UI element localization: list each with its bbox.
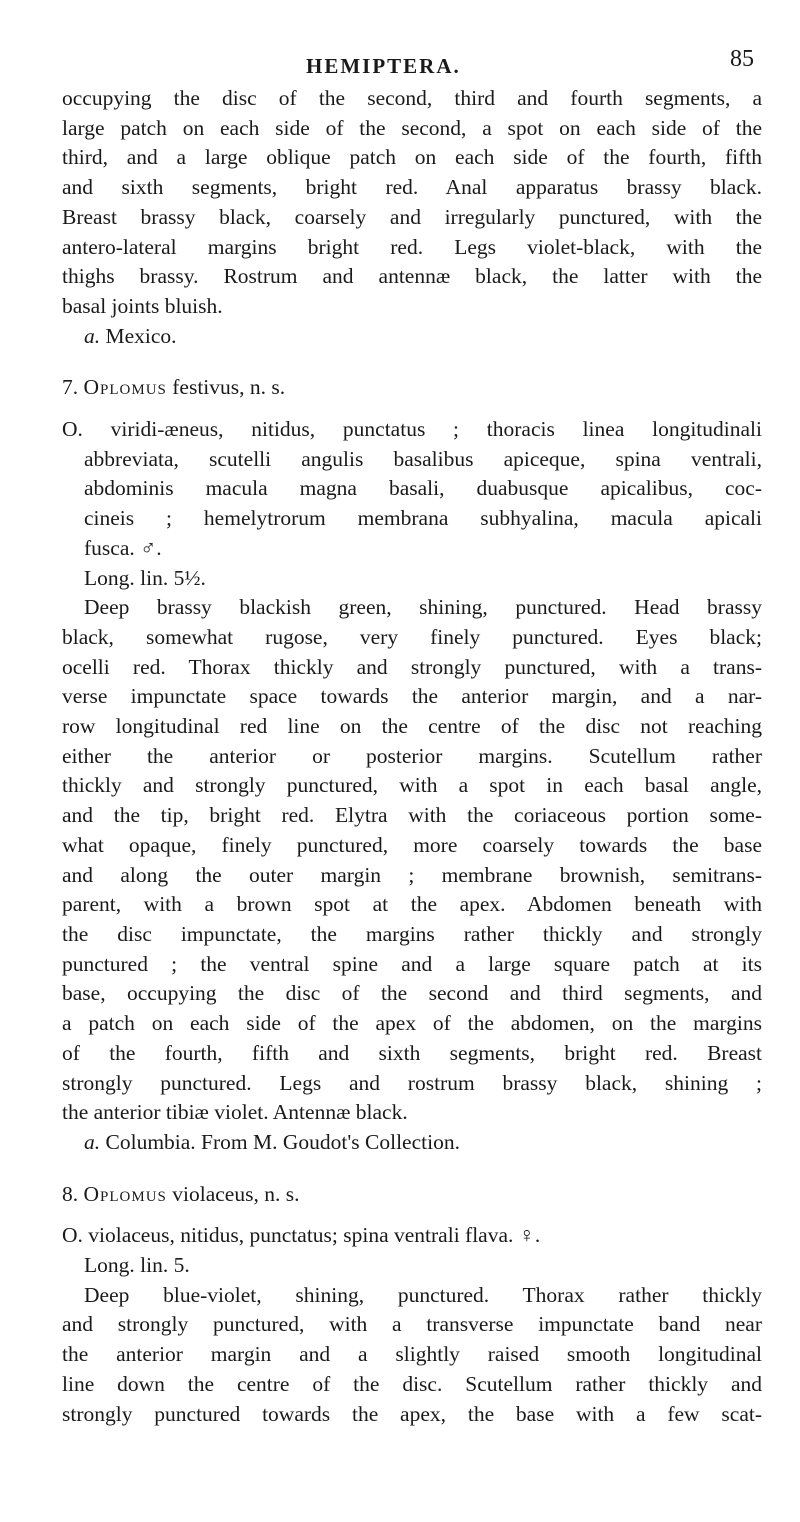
locality-line xyxy=(62,322,762,352)
desc-line: and along the outer margin ; membrane brownish, semitrans- xyxy=(62,862,762,887)
running-title: HEMIPTERA. xyxy=(306,54,461,78)
latin-line: O. violaceus, nitidus, punctatus; spina ventrali flava. ♀. xyxy=(62,1223,541,1248)
genus-name: Oplomus xyxy=(83,375,167,400)
species-number: 7. xyxy=(62,375,79,400)
desc-line: and the tip, bright red. Elytra with the coriaceous portion some- xyxy=(62,803,762,828)
desc-line: what opaque, finely punctured, more coarsely towards the base xyxy=(62,832,762,857)
genus-name: Oplomus xyxy=(83,1181,167,1206)
desc-line: a patch on each side of the apex of the abdomen, on the margins xyxy=(62,1011,762,1036)
species-heading xyxy=(62,373,762,403)
locality-letter: a. xyxy=(84,323,101,348)
running-header xyxy=(62,0,762,84)
locality-letter: a. xyxy=(84,1129,101,1154)
latin-line: cineis ; hemelytrorum membrana subhyalina, macula apicali xyxy=(84,506,762,531)
locality-line xyxy=(62,1128,762,1158)
desc-line: black, somewhat rugose, very finely punctured. Eyes black; xyxy=(62,624,762,649)
page-number: 85 xyxy=(730,46,754,72)
desc-line: Deep brassy blackish green, shining, punctured. Head brassy xyxy=(84,595,762,620)
latin-line: O. viridi-æneus, nitidus, punctatus ; thoracis linea longitudinali xyxy=(62,417,762,442)
species-name: violaceus, n. s. xyxy=(172,1181,300,1206)
desc-line: strongly punctured towards the apex, the base with a few scat- xyxy=(62,1401,762,1426)
desc-line: the disc impunctate, the margins rather thickly and strongly xyxy=(62,921,762,946)
species-heading xyxy=(62,1180,762,1210)
desc-line: and strongly punctured, with a transverse impunctate band near xyxy=(62,1312,762,1337)
length-line: Long. lin. 5. xyxy=(84,1253,190,1278)
species-name: festivus, n. s. xyxy=(172,375,286,400)
desc-line: punctured ; the ventral spine and a large square patch at its xyxy=(62,951,762,976)
desc-line: the anterior tibiæ violet. Antennæ black. xyxy=(62,1100,408,1125)
text-line: basal joints bluish. xyxy=(62,293,223,318)
text-line: Breast brassy black, coarsely and irregularly punctured, with the xyxy=(62,204,762,229)
length-line: Long. lin. 5½. xyxy=(84,565,206,590)
latin-line: fusca. ♂. xyxy=(84,535,162,560)
locality-place: Mexico. xyxy=(105,323,177,348)
species-entry-7 xyxy=(62,373,762,1157)
desc-line: of the fourth, fifth and sixth segments, bright red. Breast xyxy=(62,1040,762,1065)
desc-line: the anterior margin and a slightly raised smooth longitudinal xyxy=(62,1342,762,1367)
species-entry-8 xyxy=(62,1180,762,1430)
text-line: occupying the disc of the second, third and fourth segments, a xyxy=(62,86,762,110)
book-page xyxy=(62,0,762,1429)
paragraph-continued xyxy=(62,84,762,351)
text-line: thighs brassy. Rostrum and antennæ black, the latter with the xyxy=(62,264,762,289)
desc-line: ocelli red. Thorax thickly and strongly punctured, with a trans- xyxy=(62,654,762,679)
body-text xyxy=(62,84,762,1429)
text-line: antero-lateral margins bright red. Legs violet-black, with the xyxy=(62,234,762,259)
desc-line: strongly punctured. Legs and rostrum brassy black, shining ; xyxy=(62,1070,762,1095)
text-line: and sixth segments, bright red. Anal apparatus brassy black. xyxy=(62,175,762,200)
desc-line: line down the centre of the disc. Scutellum rather thickly and xyxy=(62,1371,762,1396)
desc-line: row longitudinal red line on the centre of the disc not reaching xyxy=(62,714,762,739)
desc-line: either the anterior or posterior margins. Scutellum rather xyxy=(62,743,762,768)
latin-line: abbreviata, scutelli angulis basalibus apiceque, spina ventrali, xyxy=(84,446,762,471)
desc-line: base, occupying the disc of the second and third segments, and xyxy=(62,981,762,1006)
species-number: 8. xyxy=(62,1181,79,1206)
text-line: large patch on each side of the second, a spot on each side of the xyxy=(62,115,762,140)
desc-line: parent, with a brown spot at the apex. Abdomen beneath with xyxy=(62,892,762,917)
desc-line: thickly and strongly punctured, with a spot in each basal angle, xyxy=(62,773,762,798)
desc-line: Deep blue-violet, shining, punctured. Thorax rather thickly xyxy=(84,1282,762,1307)
latin-line: abdominis macula magna basali, duabusque apicalibus, coc- xyxy=(84,476,762,501)
desc-line: verse impunctate space towards the anterior margin, and a nar- xyxy=(62,684,762,709)
locality-place: Columbia. From M. Goudot's Collection. xyxy=(105,1129,460,1154)
text-line: third, and a large oblique patch on each side of the fourth, fifth xyxy=(62,145,762,170)
